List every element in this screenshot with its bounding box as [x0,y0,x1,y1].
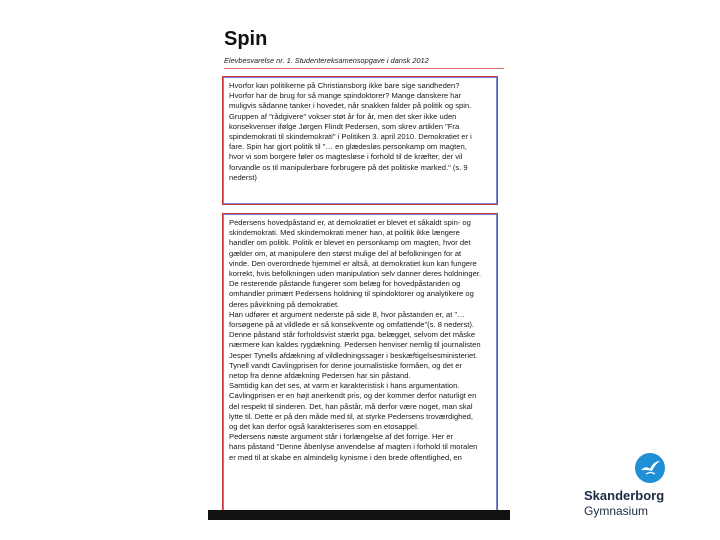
intro-text-line: Hvorfor har de brug for så mange spindoktorer? Mange danskere har [229,91,462,101]
intro-text-line: hvor vi som borgere føler os magtesløse i forhold til de kræfter, der vil [229,152,463,162]
analysis-text-line: lytte til. Dette er på den måde med til, at styrke Pedersens troværdighed, [229,411,473,421]
analysis-text-line: Tynell vandt Cavlingprisen for denne journalistiske formåen, og det er [229,360,463,370]
analysis-text-line: korrekt, hvis befolkningen uden manipulation selv danner deres holdninger. [229,269,482,279]
analysis-text-line: og det kan derfor også karakteriseres som en etosappel. [229,422,419,432]
analysis-text-line: Pedersens hovedpåstand er, at demokratiet er blevet et såkaldt spin- og [229,218,471,227]
intro-text-line: spindemokrati til skindemokrati" i Politiken 3. april 2010. Demokratiet er i [229,132,472,142]
analysis-text-line: Jesper Tynells afdækning af vildledningssager i beskæftigelsesministeriet. [229,350,478,360]
document-title: Spin [224,28,268,50]
analysis-text-line: skindemokrati. Med skindemokrati mener han, at politik ikke længere [229,228,460,238]
intro-text-line: nederst) [229,172,257,182]
analysis-text-line: forsøgene på at vildlede er så konsekvente og omfattende"(s. 8 nederst). [229,320,474,330]
analysis-text-line: De resterende påstande fungerer som belæg for hovedpåstanden og [229,279,461,289]
analysis-text-line: Samtidig kan det ses, at varm er karakteristisk i hans argumentation. [229,381,460,391]
analysis-text-line: netop fra denne afdækning Pedersen har sin påstand. [229,371,411,381]
analysis-text-line: gælder om, at manipulere den størst mulige del af befolkningen for at [229,248,462,258]
intro-text-line: forvandle os til manipulerbare forbrugere på det politiske marked." (s. 9 [229,162,468,172]
analysis-text-line: omhandler primært Pedersens holdning til spindoktorer og analytikere og [229,289,474,299]
analysis-text-line: Cavlingprisen er en højt anerkendt pris, og der kommer derfor naturligt en [229,391,477,401]
document-bottom-bar [208,510,510,520]
analysis-text-line: deres påvirkning på demokratiet. [229,299,340,309]
intro-text-line: fare. Spin har gjort politik til "… en glædesløs personkamp om magten, [229,142,467,152]
analysis-text-line: Han udfører et argument nederste på side 8, hvor påstanden er, at "… [229,309,465,319]
intro-text-line: Gruppen af "rådgivere" vokser støt år for år, men det sker ikke uden [229,111,457,121]
analysis-text-line: del respekt til sinderen. Det, han påstår, må derfor være noget, man skal [229,401,473,411]
analysis-text-line: Denne påstand står forholdsvist stærkt pga. belægget, selvom det måske [229,330,476,340]
analysis-text-line: Pedersens næste argument står i forlængelse af det forrige. Her er [229,432,454,442]
document-page [208,22,510,520]
intro-text-line: muligvis sådanne tanker i hovedet, når snakken falder på politik og spin. [229,101,472,111]
skanderborg-bird-logo-icon [634,452,666,484]
intro-text-line: Hvorfor kan politikerne på Christiansborg ikke bare sige sandheden? [229,81,460,90]
intro-text-line: konsekvenser ifølge Jørgen Flindt Pedersen, som skrev artiklen "Fra [229,121,460,131]
logo-name: Skanderborg [584,488,665,503]
analysis-text-line: nærmere kan kaldes rygdækning. Pedersen henviser nemlig til journalisten [229,340,481,350]
document-subtitle: Elevbesvarelse nr. 1. Studentereksamensopgave i dansk 2012 [224,56,429,65]
analysis-text-box [222,213,498,516]
analysis-text-line: vinde. Den overordnede hjemmel er altså, at demokratiet kun kan fungere [229,258,477,268]
school-logo [584,452,694,522]
logo-subtitle: Gymnasium [584,504,649,518]
subtitle-divider [224,68,504,69]
analysis-text-line: er med til at skabe en almindelig kynisme i den brede offentlighed, en [229,452,462,462]
intro-text-box [222,76,498,205]
analysis-text-line: hans påstand "Denne åbenlyse anvendelse af magten i forhold til moralen [229,442,478,452]
analysis-text-line: handler om politik. Politik er blevet en personkamp om magten, hvor det [229,238,471,248]
